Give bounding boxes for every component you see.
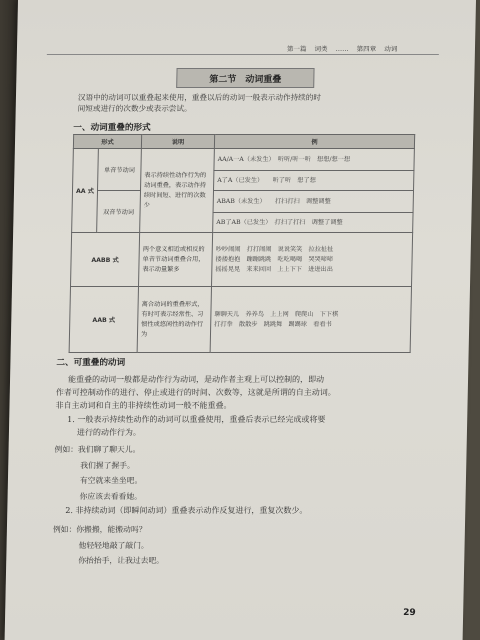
intro-line-1: 汉语中的动词可以重叠起来使用，重叠以后的动词一般表示动作持续的时 [77, 93, 322, 102]
form-aa-double: 双音节动词 [97, 191, 141, 233]
example-aab-1: 聊聊天儿 养养鸟 上上网 爬爬山 下下棋 [214, 310, 339, 318]
example-aa-3: ABAB（未发生） 打扫打扫 调整调整 [213, 191, 413, 213]
col-header-form: 形式 [73, 135, 141, 149]
examples-1 [53, 442, 143, 504]
example-aa-4: AB了AB（已发生） 打扫了打扫 调整了调整 [213, 213, 413, 233]
running-head-part-name: 词类 [314, 45, 328, 53]
item-2: 2. 非持续动词（即瞬间动词）重叠表示动作反复进行，重复次数少。 [65, 506, 308, 515]
desc-aab: 离合动词的重叠形式，有时可表示经常性、习惯性或悠闲性的动作行为 [137, 287, 211, 353]
example-1-line-4: 你应该去看看她。 [79, 491, 143, 501]
section-title: 第二节 动词重叠 [176, 68, 314, 88]
book-page [5, 0, 476, 640]
example-2-line-3: 你抬抬手，让我过去吧。 [78, 556, 165, 565]
running-head-part: 第一篇 [286, 45, 307, 53]
example-aabb-2: 搂搂抱抱 蹦蹦跳跳 吃吃喝喝 哭哭啼啼 [215, 255, 334, 263]
body-line-2: 作者可控制动作的进行、停止或进行的时间、次数等，这就是所谓的自主动词。 [55, 388, 336, 397]
reduplication-table [69, 134, 416, 353]
heading-forms: 一、动词重叠的形式 [73, 123, 151, 133]
header-rule [47, 54, 439, 55]
running-head [287, 44, 404, 53]
form-aa: AA 式 [72, 149, 99, 233]
item-1-line-1: 1. 一般表示持续性动作的动词可以重叠使用，重叠后表示已经完成或将要 [67, 415, 326, 424]
body-line-1: 能重叠的动词一般都是动作行为动词，是动作者主观上可以控制的，即动 [67, 375, 325, 384]
body-line-3: 非自主动词和自主的非持续性动词一般不能重叠。 [55, 401, 232, 410]
heading-reduplicable-verbs: 二、可重叠的动词 [56, 358, 126, 368]
examples-aab [210, 287, 411, 353]
running-head-chapter: 第四章 [356, 45, 377, 53]
col-header-desc: 说明 [141, 135, 214, 149]
examples-aabb [211, 233, 412, 287]
example-2-line-2: 他轻轻地敲了敲门。 [78, 540, 149, 550]
col-header-example: 例 [214, 135, 414, 149]
example-aab-2: 打打拳 散散步 跳跳舞 踢踢球 看看书 [214, 320, 332, 328]
example-aabb-3: 摇摇晃晃 来来回回 上上下下 进进出出 [215, 265, 334, 273]
running-head-chapter-name: 动词 [384, 45, 398, 53]
form-aa-single: 单音节动词 [98, 149, 142, 191]
item-1 [67, 413, 326, 439]
example-2-line-1: 例如：你搬搬，能搬动吗？ [52, 525, 147, 534]
examples-2 [52, 522, 165, 569]
intro-line-2: 间短或进行的次数少或表示尝试。 [77, 104, 192, 113]
example-aa-2: A了A（已发生） 听了听 想了想 [214, 171, 414, 191]
example-aabb-1: 吵吵闹闹 打打闹闹 说说笑笑 拉拉扯扯 [215, 245, 334, 253]
desc-aa: 表示持续性动作行为的动词重叠，表示动作持续时间短、进行的次数少 [140, 149, 215, 233]
example-1-line-3: 有空就来坐坐吧。 [79, 476, 143, 485]
desc-aabb: 两个意义相近或相反的单音节动词重叠合用，表示动量繁多 [138, 233, 212, 287]
form-aabb: AABB 式 [70, 233, 139, 287]
page-number: 29 [403, 608, 416, 618]
body-paragraph [55, 373, 336, 412]
example-1-line-1: 例如：我们聊了聊天儿。 [54, 445, 141, 454]
item-1-line-2: 进行的动作行为。 [76, 428, 142, 437]
form-aab: AAB 式 [69, 287, 138, 353]
running-head-dots: …… [335, 45, 349, 53]
example-1-line-2: 我们握了握手。 [80, 460, 135, 470]
example-aa-1: AA/A一A（未发生） 听听/听一听 想想/想一想 [214, 149, 414, 171]
